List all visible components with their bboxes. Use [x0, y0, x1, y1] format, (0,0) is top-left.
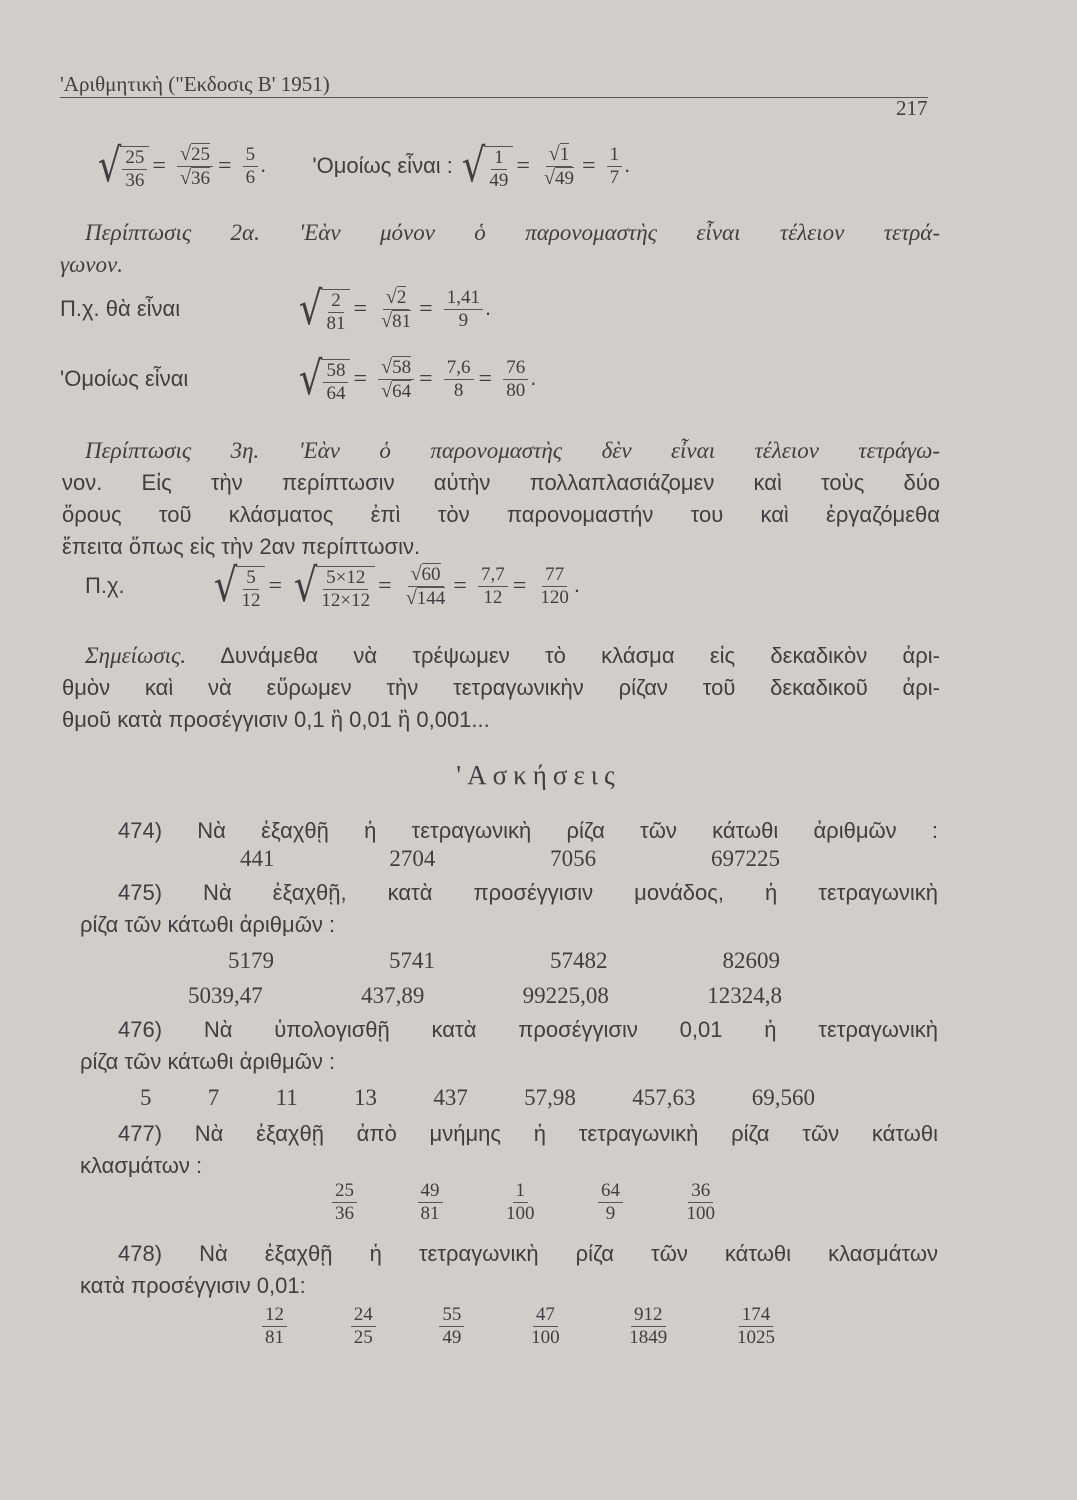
number-value: 12324,8: [707, 983, 782, 1008]
fraction: [262, 1304, 287, 1349]
exercise-475-row-1: [228, 948, 780, 974]
denominator: 25: [353, 1327, 373, 1348]
number-value: 7056: [550, 846, 597, 871]
fraction: [734, 1304, 778, 1349]
exercise-474-values: [240, 846, 780, 872]
fraction: [503, 1180, 538, 1225]
exercise-475-cont: ρίζα τῶν κάτωθι ἀριθμῶν :: [80, 912, 336, 937]
denominator: 81: [420, 1203, 440, 1224]
exercises-heading: 'Ασκήσεις: [456, 760, 621, 790]
exercise-475-row-2: [188, 983, 782, 1009]
running-header: 'Αριθμητικὴ ("Εκδοσις Β' 1951): [60, 72, 330, 96]
fraction: [528, 1304, 563, 1349]
number-value: 2704: [389, 846, 436, 871]
case-3-text-3: ἔπειτα ὅπως εἰς τὴν 2αν περίπτωσιν.: [62, 534, 421, 559]
note-line-3: θμοῦ κατὰ προσέγγισιν 0,1 ἢ 0,01 ἢ 0,001...: [62, 707, 490, 732]
example-3: Π.χ. √ $\frac{5}{12}$ = √ $\frac{5\times 12}{12\times 12}$ = $\frac{√60}{√144}$ = $\frac{7,7}{12}$ = $\frac{77}{120}$ .: [85, 558, 581, 612]
number-value: 5: [140, 1085, 152, 1110]
denominator: 100: [531, 1327, 560, 1348]
number-value: 13: [354, 1085, 378, 1110]
numerator: 55: [439, 1304, 464, 1327]
case-3-text-2: ὅρους τοῦ κλάσματος ἐπὶ τὸν παρονομαστήν του καὶ ἐργαζόμεθα: [62, 502, 940, 527]
denominator: 36: [335, 1203, 354, 1224]
denominator: 100: [686, 1203, 715, 1224]
numerator: 36: [688, 1180, 713, 1203]
fraction: [332, 1180, 357, 1225]
exercise-478-cont: κατὰ προσέγγισιν 0,01:: [80, 1273, 306, 1298]
numerator: 47: [533, 1304, 558, 1327]
denominator: 100: [506, 1203, 535, 1224]
numerator: 912: [631, 1304, 666, 1327]
denominator: 49: [442, 1327, 462, 1348]
fraction: [684, 1180, 719, 1225]
number-value: 697225: [710, 846, 780, 871]
case-3-line: Περίπτωσις 3η. 'Εὰν ὁ παρονομαστὴς δὲν εἶναι τέλειον τετράγω-: [85, 438, 941, 463]
exercise-478: 478) Νὰ ἐξαχθῇ ἡ τετραγωνικὴ ρίζα τῶν κάτωθι κλασμάτων: [118, 1241, 938, 1266]
number-value: 99225,08: [522, 983, 609, 1008]
exercise-478-fractions: [260, 1304, 780, 1349]
numerator: 174: [739, 1304, 774, 1327]
numerator: 49: [418, 1180, 443, 1203]
exercise-476-cont: ρίζα τῶν κάτωθι ἀριθμῶν :: [80, 1049, 336, 1074]
exercise-475: 475) Νὰ ἐξαχθῇ, κατὰ προσέγγισιν μονάδος, ἡ τετραγωνικὴ: [118, 880, 938, 905]
number-value: 7: [207, 1085, 220, 1110]
example-2a: Π.χ. θὰ εἶναι √ $\frac{2}{81}$ = $\frac{√2}{√81}$ = $\frac{1,41}{9}$ .: [60, 281, 492, 335]
numerator: 64: [598, 1180, 623, 1203]
fraction: [351, 1304, 376, 1349]
equation-1: √ $\frac{25}{36}$ = $\frac{√25}{√36}$ = $\frac{5}{6}$ . 'Ομοίως εἶναι : √ $\frac{1}{49}$ = $\frac{√1}{√49}$ = $\frac{1}{7}$ .: [97, 138, 631, 192]
number-value: 437: [433, 1085, 468, 1110]
fraction: [626, 1304, 670, 1349]
number-value: 11: [275, 1085, 298, 1110]
exercise-476: 476) Νὰ ὑπολογισθῇ κατὰ προσέγγισιν 0,01 ἡ τετραγωνικὴ: [118, 1017, 938, 1042]
numerator: 25: [332, 1180, 357, 1203]
exercise-477: 477) Νὰ ἐξαχθῇ ἀπὸ μνήμης ἡ τετραγωνικὴ ρίζα τῶν κάτωθι: [118, 1121, 938, 1146]
exercise-477-fractions: [330, 1180, 720, 1225]
number-value: 5179: [228, 948, 274, 973]
case-3-text-1: νον. Εἰς τὴν περίπτωσιν αὐτὴν πολλαπλασιάζομεν καὶ τοὺς δύο: [62, 470, 940, 495]
number-value: 69,560: [751, 1085, 815, 1110]
numerator: 12: [262, 1304, 287, 1327]
note-line-2: θμὸν καὶ νὰ εὕρωμεν τὴν τετραγωνικὴν ρίζαν τοῦ δεκαδικοῦ ἀρι-: [62, 675, 940, 700]
number-value: 5039,47: [188, 983, 263, 1008]
denominator: 9: [605, 1203, 616, 1224]
number-value: 437,89: [361, 983, 425, 1008]
note-line-1: Σημείωσις. Δυνάμεθα νὰ τρέψωμεν τὸ κλάσμα εἰς δεκαδικὸν ἀρι-: [85, 643, 940, 668]
denominator: 1025: [736, 1327, 775, 1348]
fraction: [598, 1180, 623, 1225]
fraction: [439, 1304, 464, 1349]
header-rule: [60, 97, 928, 98]
fraction: [418, 1180, 443, 1225]
denominator: 1849: [629, 1327, 668, 1348]
case-2-line: Περίπτωσις 2α. 'Εὰν μόνον ὁ παρονομαστὴς εἶναι τέλειον τετρά-: [85, 220, 941, 245]
exercise-476-values: [140, 1085, 815, 1111]
number-value: 82609: [722, 948, 780, 973]
denominator: 81: [265, 1327, 284, 1348]
numerator: 1: [513, 1180, 529, 1203]
numerator: 24: [351, 1304, 376, 1327]
exercise-477-cont: κλασμάτων :: [80, 1153, 203, 1178]
exercise-474: 474) Νὰ ἐξαχθῇ ἡ τετραγωνικὴ ρίζα τῶν κάτωθι ἀριθμῶν :: [118, 818, 938, 843]
number-value: 441: [240, 846, 275, 871]
case-2-cont: γωνον.: [60, 252, 123, 277]
number-value: 57,98: [524, 1085, 576, 1110]
number-value: 457,63: [632, 1085, 696, 1110]
page-number: 217: [896, 96, 928, 120]
example-2b: 'Ομοίως εἶναι √ $\frac{58}{64}$ = $\frac{√58}{√64}$ = $\frac{7,6}{8}$ = $\frac{76}{80}$ .: [60, 351, 537, 405]
number-value: 5741: [389, 948, 435, 973]
number-value: 57482: [550, 948, 608, 973]
